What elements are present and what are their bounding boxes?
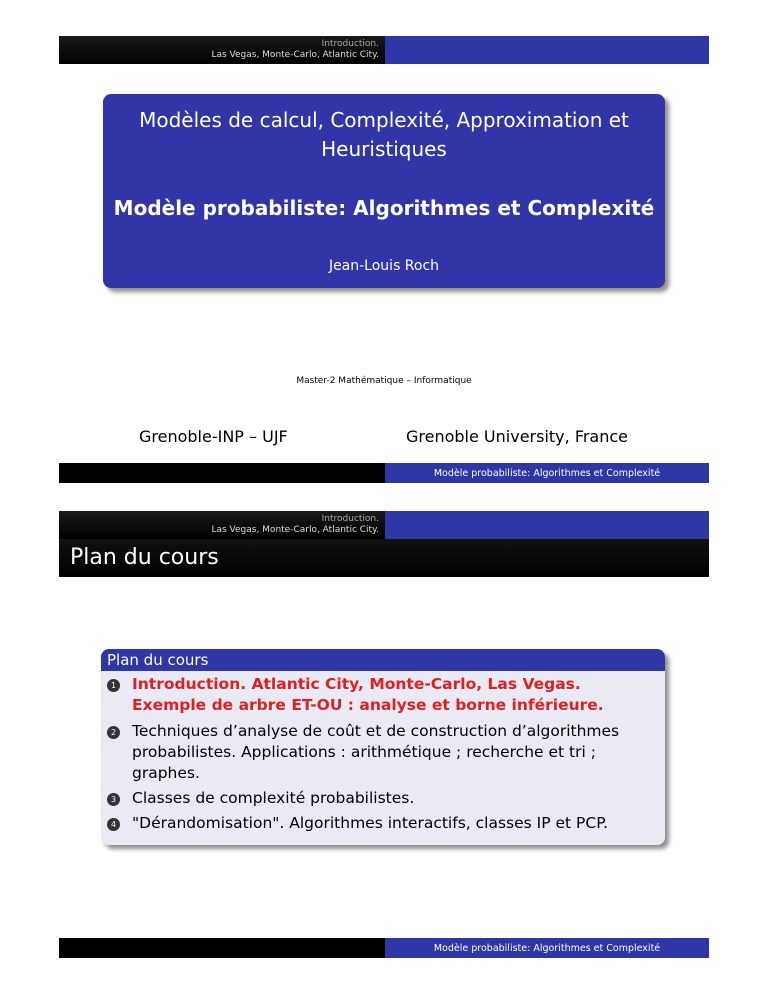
list-item <box>107 813 652 834</box>
item-text: Introduction. Atlantic City, Monte-Carlo, Las Vegas. Exemple de arbre ET-OU : analyse et borne inférieure. <box>132 675 604 714</box>
slide-plan <box>59 511 709 958</box>
header-subsection-title[interactable]: Las Vegas, Monte-Carlo, Atlantic City. <box>211 525 379 535</box>
footer-right-panel <box>385 938 709 958</box>
frame-title: Plan du cours <box>70 545 219 570</box>
institute-right: Grenoble University, France <box>406 427 629 446</box>
header-bar <box>59 36 709 64</box>
block-body <box>101 671 665 845</box>
header-bar <box>59 511 709 539</box>
author: Jean-Louis Roch <box>328 258 440 274</box>
item-text: Techniques d’analyse de coût et de construction d’algorithmes probabilistes. Applications : arithmétique ; recherche et tri ; graphes. <box>132 722 620 782</box>
header-right-panel <box>385 36 709 64</box>
footer-bar <box>59 463 709 483</box>
title-block <box>103 94 665 288</box>
frame-title-bar <box>59 539 709 577</box>
header-section-title[interactable]: Introduction. <box>321 514 379 524</box>
footer-left-panel <box>59 463 385 483</box>
list-item <box>107 721 652 784</box>
block-title: Plan du cours <box>101 649 665 671</box>
header-right-panel <box>385 511 709 539</box>
item-number-badge: 4 <box>107 818 120 831</box>
presentation-subtitle: Modèle probabiliste: Algorithmes et Complexité <box>113 196 655 220</box>
item-text: "Dérandomisation". Algorithmes interactifs, classes IP et PCP. <box>132 814 609 832</box>
institute-left: Grenoble-INP – UJF <box>139 427 288 446</box>
item-number-badge: 3 <box>107 793 120 806</box>
list-item <box>107 788 652 809</box>
item-text: Classes de complexité probabilistes. <box>132 789 415 807</box>
item-number-badge: 2 <box>107 726 120 739</box>
footer-short-title: Modèle probabiliste: Algorithmes et Complexité <box>433 942 661 954</box>
item-number-badge: 1 <box>107 679 120 692</box>
plan-block <box>101 649 665 845</box>
header-section-title[interactable]: Introduction. <box>321 39 379 49</box>
presentation-title: Modèles de calcul, Complexité, Approximation et Heuristiques <box>139 108 629 161</box>
program-label: Master-2 Mathématique – Informatique <box>296 376 472 386</box>
footer-bar <box>59 938 709 958</box>
header-subsection-title[interactable]: Las Vegas, Monte-Carlo, Atlantic City. <box>211 50 379 60</box>
footer-short-title: Modèle probabiliste: Algorithmes et Complexité <box>433 467 661 479</box>
footer-left-panel <box>59 938 385 958</box>
footer-right-panel <box>385 463 709 483</box>
header-section-nav[interactable] <box>59 36 385 64</box>
list-item <box>107 674 652 716</box>
slide-title <box>59 36 709 483</box>
header-section-nav[interactable] <box>59 511 385 539</box>
